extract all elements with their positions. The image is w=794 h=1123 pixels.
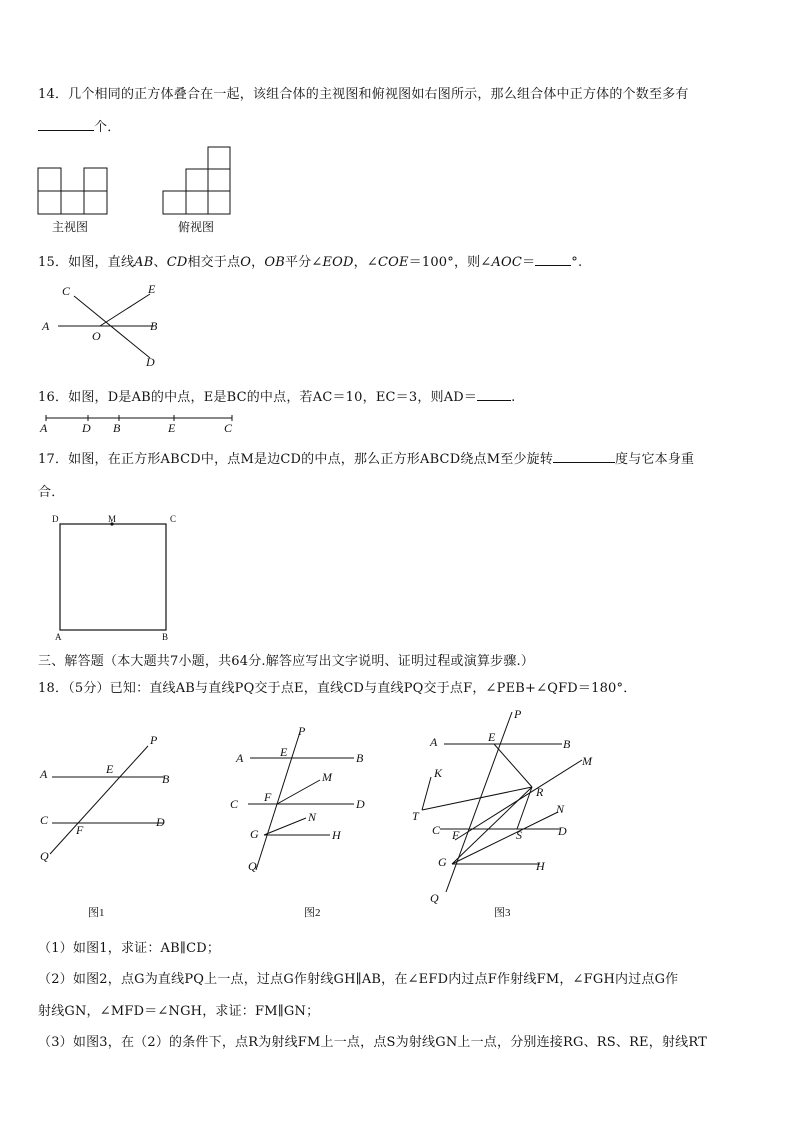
q14-stem-line2 xyxy=(38,116,120,135)
q17-stem-line2: 合． xyxy=(38,485,65,500)
svg-text:H: H xyxy=(536,859,545,873)
svg-text:F: F xyxy=(264,790,272,804)
label-A: A xyxy=(42,319,50,333)
q14-suffix: 个． xyxy=(94,120,121,135)
svg-text:C: C xyxy=(230,797,239,811)
label-B: B xyxy=(150,319,158,333)
front-view-label: 主视图 xyxy=(52,220,89,234)
figure-caption: 图1 xyxy=(88,907,105,919)
q15-stem: 15．如图，直线AB、CD相交于点O，OB平分∠EOD，∠COE＝100°，则∠AOC＝ °. xyxy=(38,255,583,270)
svg-text:F: F xyxy=(452,828,460,842)
q14-stem-line1: 14．几个相同的正方体叠合在一起，该组合体的主视图和俯视图如右图所示，那么组合体中正方体的个数至多有 xyxy=(38,87,689,102)
svg-text:F: F xyxy=(76,823,84,837)
svg-text:E: E xyxy=(106,762,114,776)
q16-segment-figure xyxy=(36,410,246,438)
answer-blank[interactable] xyxy=(553,450,615,463)
svg-text:N: N xyxy=(556,802,565,816)
top-view xyxy=(163,147,230,214)
svg-text:B: B xyxy=(356,751,364,765)
svg-text:E: E xyxy=(280,745,288,759)
figure-caption: 图2 xyxy=(304,907,321,919)
label-C: C xyxy=(224,421,233,435)
q18-figure-3 xyxy=(410,704,610,918)
label-D: D xyxy=(82,421,91,435)
svg-text:A: A xyxy=(40,767,48,781)
svg-text:M: M xyxy=(322,770,332,784)
svg-text:P: P xyxy=(514,707,522,721)
svg-text:D: D xyxy=(156,815,165,829)
label-D: D xyxy=(52,514,59,524)
svg-text:C: C xyxy=(40,813,49,827)
svg-text:P: P xyxy=(150,733,158,747)
svg-text:H: H xyxy=(332,828,341,842)
q17-square-figure xyxy=(46,510,186,642)
svg-text:B: B xyxy=(563,737,571,751)
svg-text:Q: Q xyxy=(430,891,439,905)
figure-caption: 图3 xyxy=(494,907,511,918)
svg-text:G: G xyxy=(438,855,447,869)
label-E: E xyxy=(168,421,176,435)
svg-text:A: A xyxy=(430,735,438,749)
q18-figure-2 xyxy=(226,722,376,922)
q15-figure xyxy=(36,280,176,370)
svg-text:M: M xyxy=(582,754,592,768)
label-C: C xyxy=(62,284,71,298)
label-B: B xyxy=(162,632,169,642)
answer-blank[interactable] xyxy=(38,118,94,131)
q16-stem: 16．如图，D是AB的中点，E是BC的中点，若AC＝10，EC＝3，则AD＝ . xyxy=(38,390,516,405)
svg-text:D: D xyxy=(356,797,365,811)
svg-text:Q: Q xyxy=(248,859,257,873)
front-view xyxy=(38,168,107,214)
top-view-label: 俯视图 xyxy=(178,220,215,234)
q18-part2-line2: 射线GN，∠MFD＝∠NGH，求证：FM∥GN； xyxy=(38,1004,320,1019)
svg-text:T: T xyxy=(412,809,419,823)
q18-intro: 18．（5分）已知：直线AB与直线PQ交于点E，直线CD与直线PQ交于点F，∠PEB+∠QFD＝180°． xyxy=(38,681,637,696)
label-M: M xyxy=(108,514,117,524)
q14-views-figure xyxy=(36,145,236,217)
label-E: E xyxy=(148,282,156,296)
svg-text:S: S xyxy=(516,828,522,842)
svg-text:B: B xyxy=(162,772,170,786)
svg-text:N: N xyxy=(308,810,317,824)
svg-text:C: C xyxy=(432,823,441,837)
section-heading: 三、解答题（本大题共7小题，共64分.解答应写出文字说明、证明过程或演算步骤.） xyxy=(38,654,535,669)
q18-part1: （1）如图1，求证：AB∥CD； xyxy=(38,941,221,956)
answer-blank[interactable] xyxy=(535,253,571,266)
svg-text:Q: Q xyxy=(40,849,49,863)
label-D: D xyxy=(146,355,155,369)
svg-text:D: D xyxy=(558,824,567,838)
label-C: C xyxy=(170,514,177,524)
answer-blank[interactable] xyxy=(477,388,511,401)
svg-text:K: K xyxy=(434,766,443,780)
q18-figure-1 xyxy=(36,728,176,928)
svg-text:R: R xyxy=(536,785,544,799)
svg-text:E: E xyxy=(488,730,496,744)
label-O: O xyxy=(92,329,101,343)
label-A: A xyxy=(40,421,48,435)
svg-text:G: G xyxy=(250,827,259,841)
q18-part2-line1: （2）如图2，点G为直线PQ上一点，过点G作射线GH∥AB，在∠EFD内过点F作射线FM，∠FGH内过点G作 xyxy=(38,972,679,987)
label-A: A xyxy=(55,632,62,642)
svg-text:P: P xyxy=(298,724,306,738)
svg-text:A: A xyxy=(236,751,244,765)
label-B: B xyxy=(113,421,121,435)
q17-stem-line1: 17．如图，在正方形ABCD中，点M是边CD的中点，那么正方形ABCD绕点M至少旋转 度与它本身重 xyxy=(38,452,695,467)
q18-part3-line1: （3）如图3，在（2）的条件下，点R为射线FM上一点，点S为射线GN上一点，分别连接RG、RS、RE，射线RT xyxy=(38,1035,707,1050)
